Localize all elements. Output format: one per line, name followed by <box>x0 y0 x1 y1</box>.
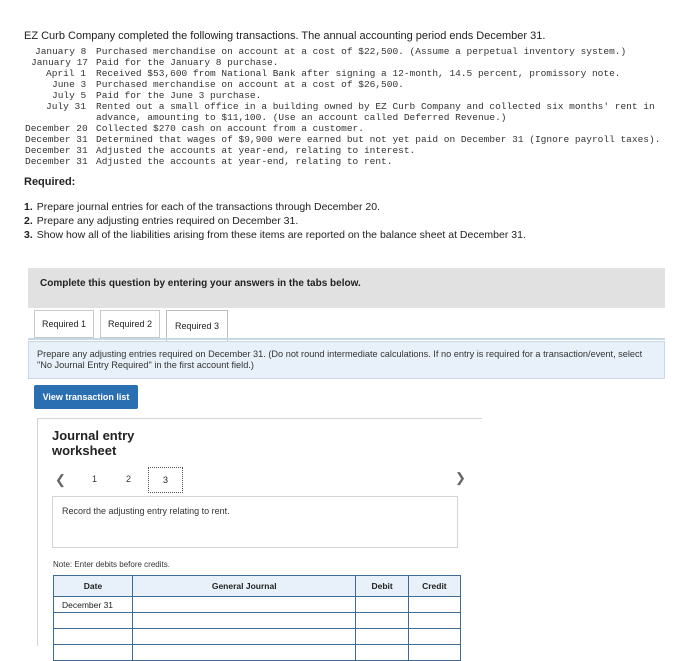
account-cell[interactable] <box>132 629 356 645</box>
required-item-text: Prepare journal entries for each of the transactions through December 20. <box>36 201 380 213</box>
tab-required-2[interactable]: Required 2 <box>100 310 160 338</box>
transaction-text: Paid for the January 8 purchase. <box>96 57 279 68</box>
tab-divider <box>28 338 665 340</box>
required-item-text: Show how all of the liabilities arising from these items are reported on the balance sheet at December 31. <box>36 229 526 241</box>
transaction-date: January 8 <box>35 46 87 57</box>
transaction-text: Rented out a small office in a building owned by EZ Curb Company and collected six months' rent in <box>96 101 655 112</box>
record-instruction-text: Record the adjusting entry relating to rent. <box>62 506 230 516</box>
transaction-date: July 5 <box>52 90 87 101</box>
table-row <box>54 645 461 661</box>
transaction-date: June 3 <box>52 79 87 90</box>
prompt-text: Prepare any adjusting entries required on December 31. (Do not round intermediate calculations. If no entry is required for a transaction/event, select "No Journal Entry Required" in the first account field.) <box>37 349 643 370</box>
transaction-text: Purchased merchandise on account at a cost of $22,500. (Assume a perpetual inventory system.) <box>96 46 627 57</box>
page-2[interactable]: 2 <box>126 474 132 484</box>
required-item <box>24 214 526 228</box>
transaction-date: January 17 <box>31 57 89 68</box>
date-cell[interactable] <box>54 645 133 661</box>
worksheet-title <box>52 428 134 458</box>
credit-cell[interactable] <box>408 629 460 645</box>
transaction-text: Received $53,600 from National Bank after signing a 12-month, 14.5 percent, promissory note. <box>96 68 621 79</box>
page-3-current[interactable]: 3 <box>148 467 183 493</box>
entry-note: Note: Enter debits before credits. <box>53 560 170 569</box>
table-row <box>54 613 461 629</box>
transaction-text: Paid for the June 3 purchase. <box>96 90 262 101</box>
page-1[interactable]: 1 <box>92 474 98 484</box>
account-cell[interactable] <box>132 597 356 613</box>
debit-cell[interactable] <box>356 629 408 645</box>
required-item-number: 3. <box>24 229 33 241</box>
credit-cell[interactable] <box>408 645 460 661</box>
transaction-date: December 31 <box>25 156 88 167</box>
account-cell[interactable] <box>132 645 356 661</box>
required-item <box>24 200 526 214</box>
worksheet-title-line: worksheet <box>52 443 117 458</box>
transaction-text: Purchased merchandise on account at a cost of $26,500. <box>96 79 404 90</box>
transaction-text: Determined that wages of $9,900 were earned but not yet paid on December 31 (Ignore payroll taxes). <box>96 134 661 145</box>
tab-required-3[interactable]: Required 3 <box>166 310 228 342</box>
column-header-debit: Debit <box>356 576 408 597</box>
instruction-band-text: Complete this question by entering your answers in the tabs below. <box>40 278 361 289</box>
transaction-date: July 31 <box>46 101 86 112</box>
transaction-text: Adjusted the accounts at year-end, relating to rent. <box>96 156 393 167</box>
table-row <box>54 597 461 613</box>
transaction-date: December 31 <box>25 145 88 156</box>
date-cell[interactable] <box>54 613 133 629</box>
credit-cell[interactable] <box>408 613 460 629</box>
view-transaction-list-button[interactable]: View transaction list <box>34 385 138 409</box>
debit-cell[interactable] <box>356 613 408 629</box>
column-header-general-journal: General Journal <box>132 576 356 597</box>
required-list <box>24 200 526 242</box>
intro-text: EZ Curb Company completed the following transactions. The annual accounting period ends December 31. <box>24 30 546 42</box>
transaction-date: April 1 <box>46 68 86 79</box>
required-item-text: Prepare any adjusting entries required on December 31. <box>36 215 299 227</box>
worksheet-title-line: Journal entry <box>52 428 135 443</box>
required-item-number: 2. <box>24 215 33 227</box>
date-cell[interactable] <box>54 629 133 645</box>
required-item <box>24 228 526 242</box>
next-arrow-icon[interactable]: ❯ <box>455 470 466 485</box>
debit-cell[interactable] <box>356 597 408 613</box>
account-cell[interactable] <box>132 613 356 629</box>
transaction-text: advance, amounting to $11,100. (Use an account called Deferred Revenue.) <box>96 112 507 123</box>
transaction-text: Adjusted the accounts at year-end, relating to interest. <box>96 145 416 156</box>
tab-required-1[interactable]: Required 1 <box>34 310 94 338</box>
transaction-date: December 20 <box>25 123 88 134</box>
credit-cell[interactable] <box>408 597 460 613</box>
record-instruction-box <box>52 496 458 548</box>
date-cell[interactable]: December 31 <box>54 597 133 613</box>
required-heading: Required: <box>24 176 76 188</box>
required-item-number: 1. <box>24 201 33 213</box>
debit-cell[interactable] <box>356 645 408 661</box>
table-header-row <box>54 576 461 597</box>
table-row <box>54 629 461 645</box>
transaction-date: December 31 <box>25 134 88 145</box>
column-header-credit: Credit <box>408 576 460 597</box>
journal-table <box>53 575 461 661</box>
column-header-date: Date <box>54 576 133 597</box>
prev-arrow-icon[interactable]: ❮ <box>55 472 66 487</box>
transaction-text: Collected $270 cash on account from a customer. <box>96 123 364 134</box>
